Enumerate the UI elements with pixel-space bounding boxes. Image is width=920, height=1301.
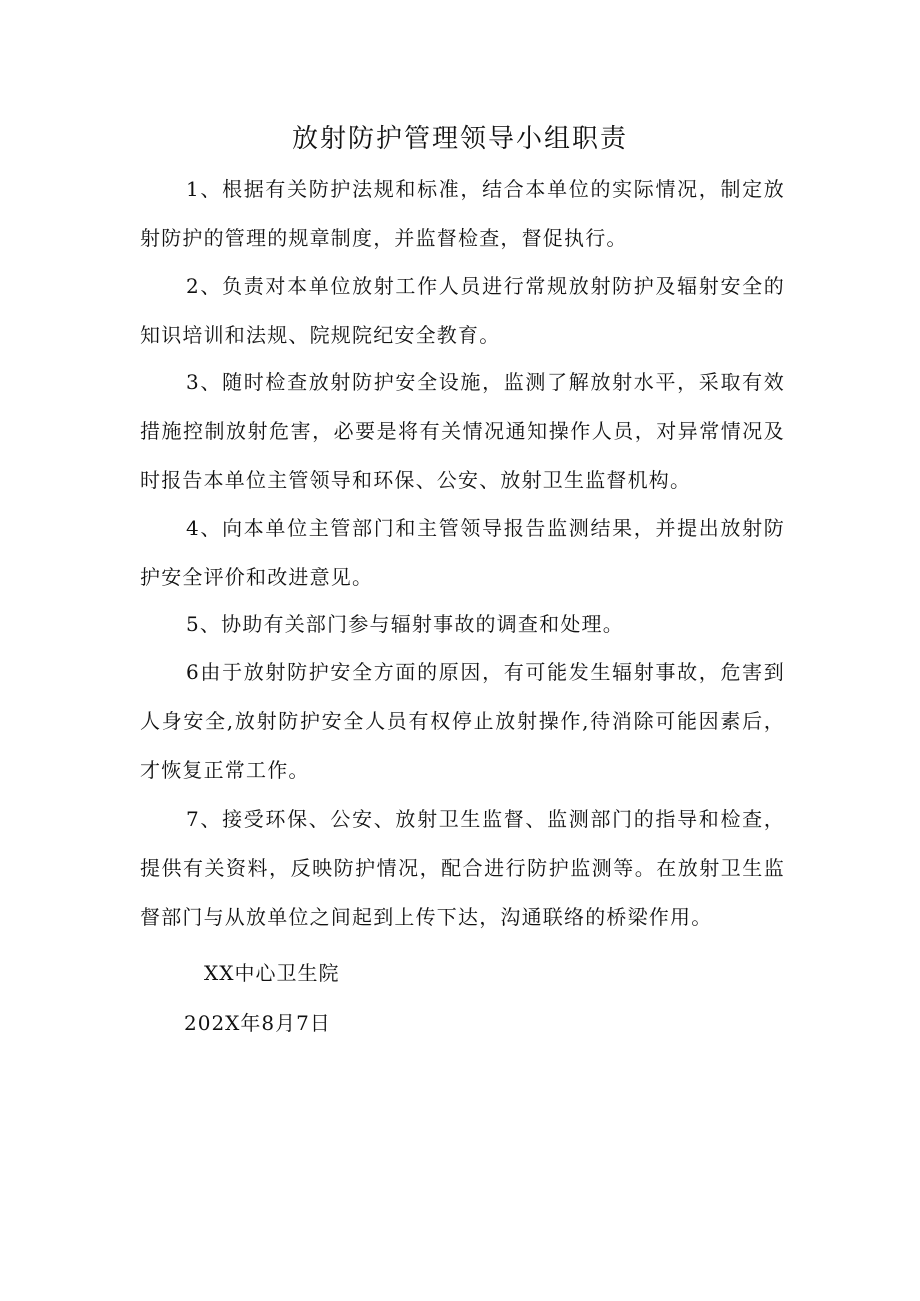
duty-paragraph-3: 3、随时检查放射防护安全设施，监测了解放射水平，采取有效措施控制放射危害，必要是将有关情况通知操作人员，对异常情况及时报告本单位主管领导和环保、公安、放射卫生监督机构。 — [140, 370, 785, 492]
duty-paragraph-5: 5、协助有关部门参与辐射事故的调查和处理。 — [186, 612, 624, 636]
issue-date: 202X年8月7日 — [184, 1011, 331, 1035]
duty-paragraph-7: 7、接受环保、公安、放射卫生监督、监测部门的指导和检查，提供有关资料，反映防护情况，配合进行防护监测等。在放射卫生监督部门与从放单位之间起到上传下达，沟通联络的桥梁作用。 — [140, 807, 785, 929]
duty-paragraph-1: 1、根据有关防护法规和标准，结合本单位的实际情况，制定放射防护的管理的规章制度，并监督检查，督促执行。 — [140, 177, 785, 250]
document-title: 放射防护管理领导小组职责 — [291, 124, 628, 154]
duty-paragraph-2: 2、负责对本单位放射工作人员进行常规放射防护及辐射安全的知识培训和法规、院规院纪安全教育。 — [140, 274, 785, 347]
duty-paragraph-4: 4、向本单位主管部门和主管领导报告监测结果，并提出放射防护安全评价和改进意见。 — [140, 516, 785, 589]
issuer-signature: XX中心卫生院 — [204, 961, 340, 985]
duty-paragraph-6: 6由于放射防护安全方面的原因，有可能发生辐射事故，危害到人身安全,放射防护安全人员有权停止放射操作,待消除可能因素后，才恢复正常工作。 — [140, 660, 785, 782]
